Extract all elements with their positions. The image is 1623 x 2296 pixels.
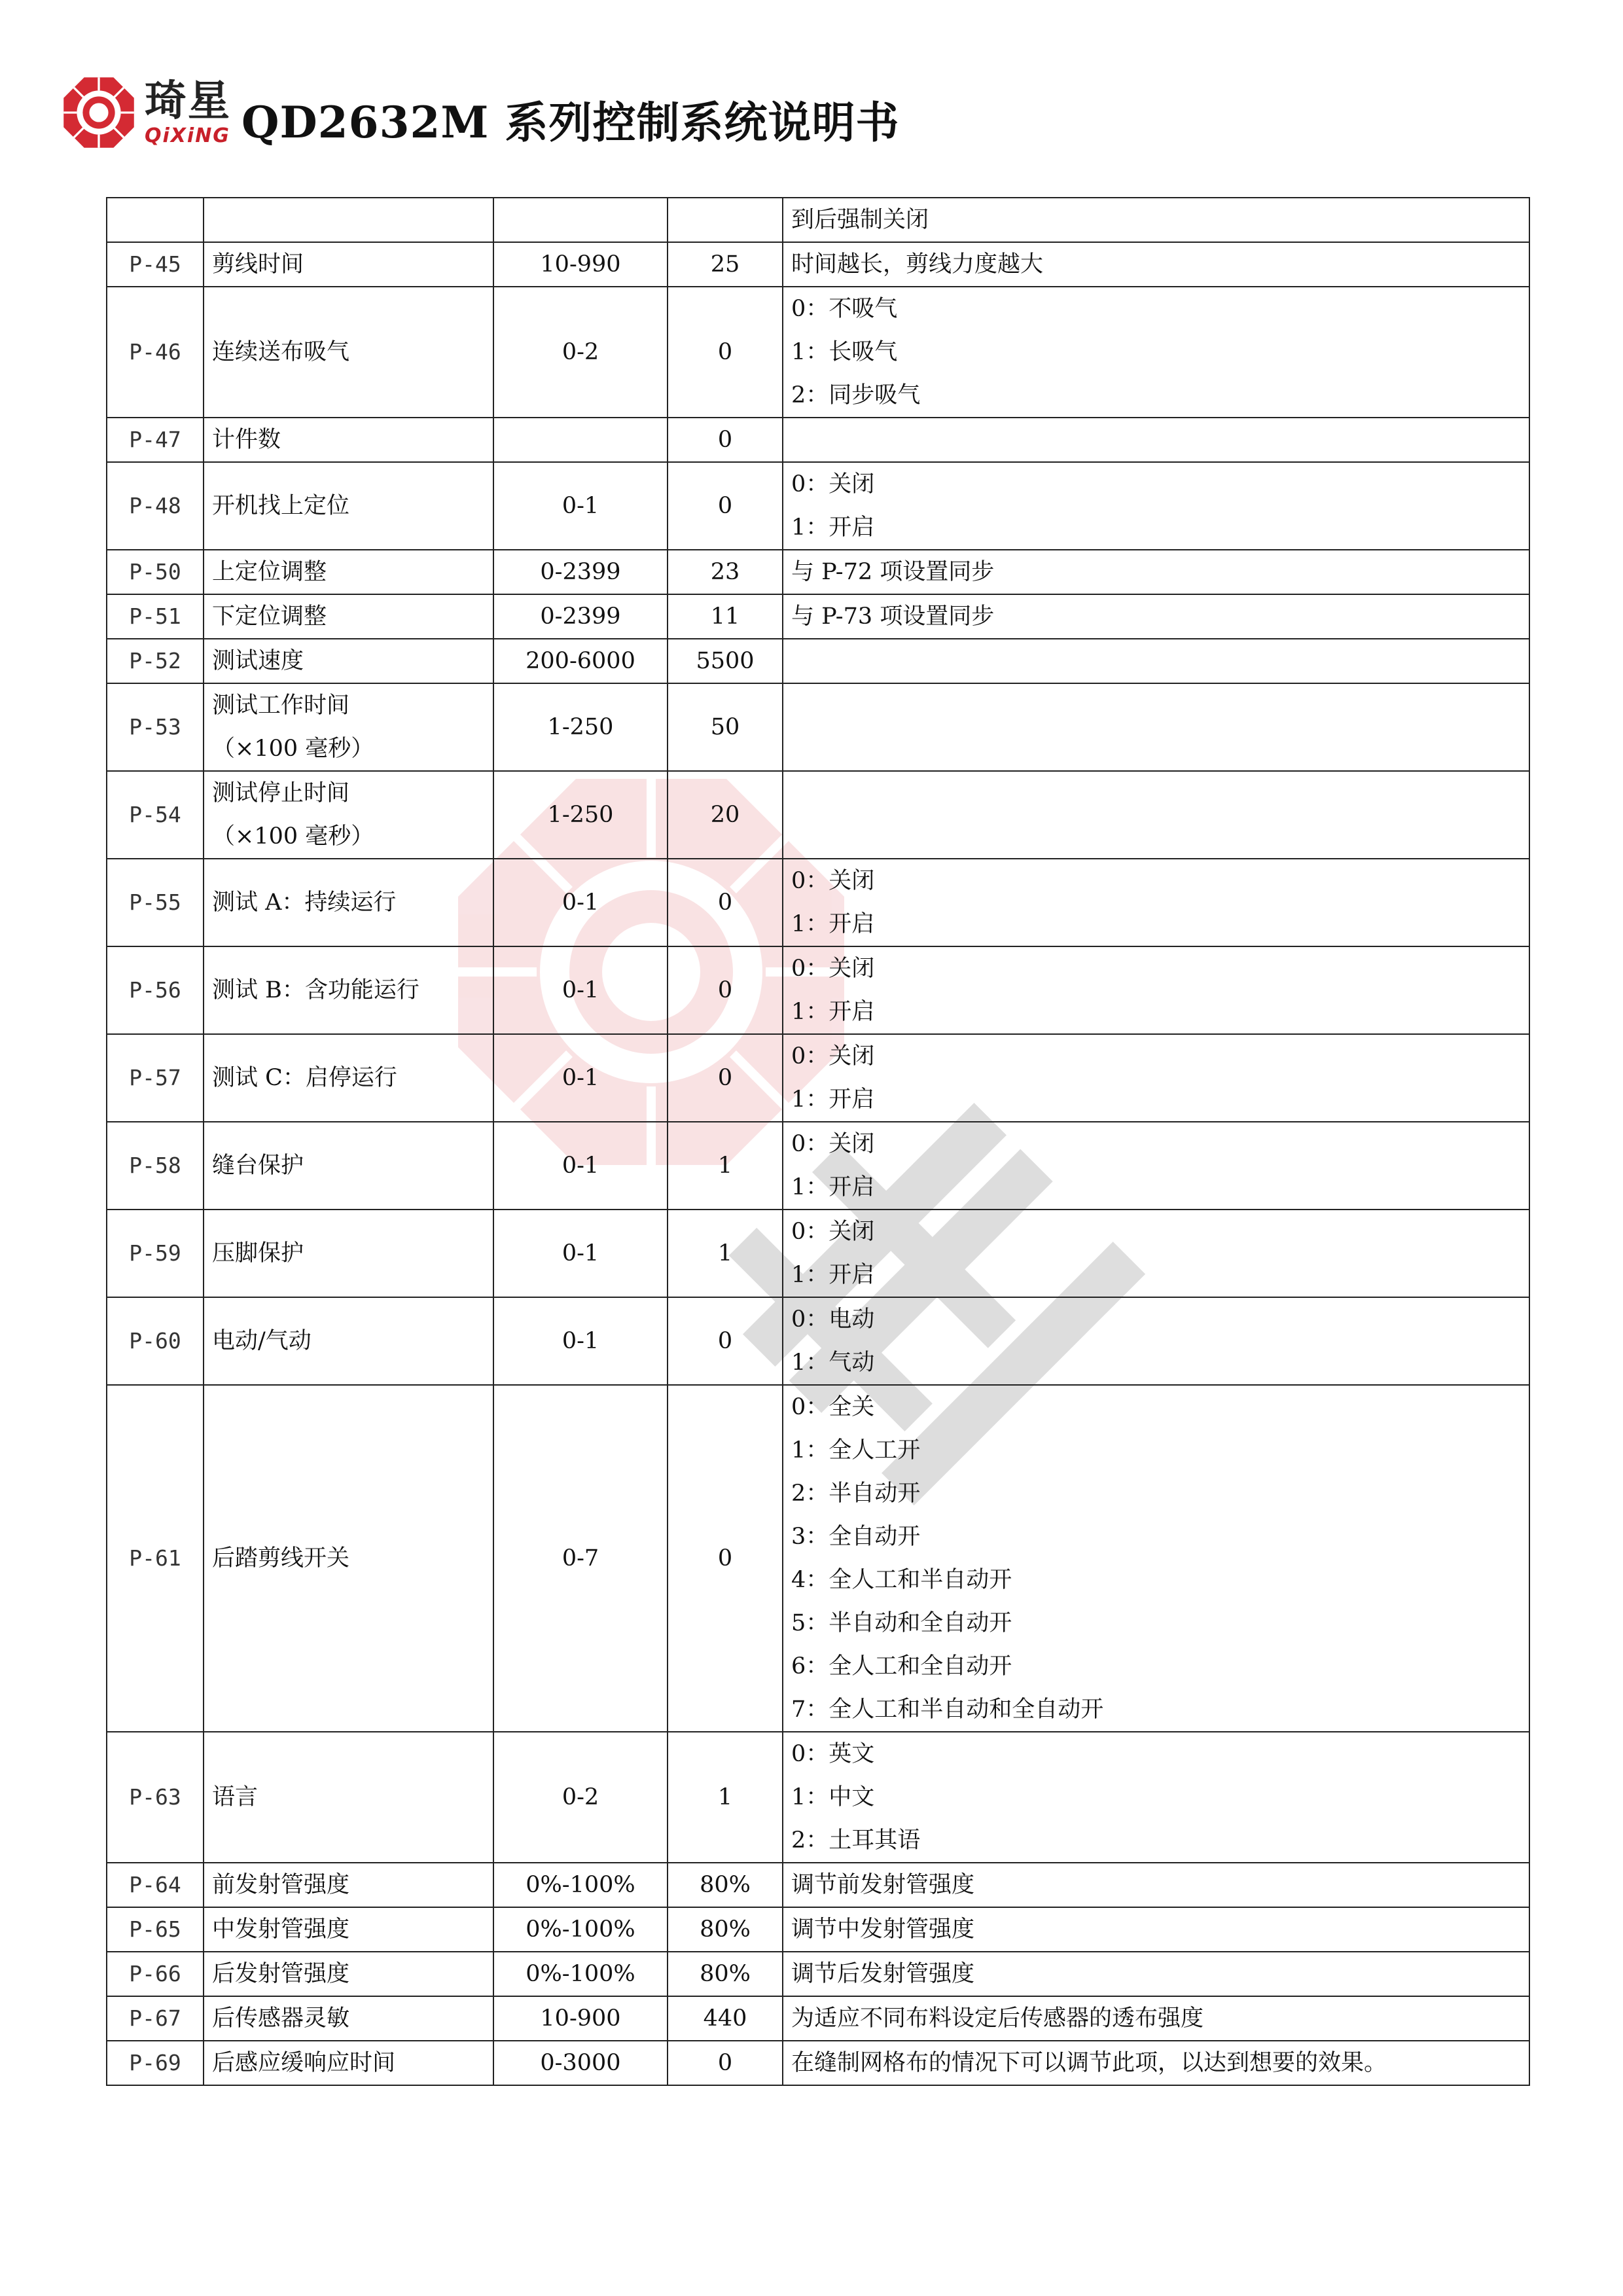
param-desc-cell xyxy=(783,198,1529,242)
param-default-cell: 80% xyxy=(668,1863,783,1907)
table-row xyxy=(107,771,1529,859)
param-desc-cell xyxy=(783,946,1529,1034)
param-range-cell: 0%-100% xyxy=(493,1907,668,1952)
param-desc-line: 与 P-72 项设置同步 xyxy=(791,559,995,585)
param-name-line: 测试速度 xyxy=(212,648,304,674)
param-range-cell: 0-2 xyxy=(493,1732,668,1863)
param-desc-cell xyxy=(783,1732,1529,1863)
param-name-line: 压脚保护 xyxy=(212,1240,304,1266)
table-row xyxy=(107,594,1529,639)
param-default-cell: 80% xyxy=(668,1907,783,1952)
brand-name-cn: 琦星 xyxy=(145,77,231,126)
param-name-line: （×100 毫秒） xyxy=(212,823,374,850)
param-name-line: 测试 C：启停运行 xyxy=(212,1065,397,1091)
param-desc-line: 时间越长，剪线力度越大 xyxy=(791,251,1044,278)
param-name-cell xyxy=(204,1907,493,1952)
param-name-cell xyxy=(204,462,493,550)
param-name-cell xyxy=(204,859,493,946)
param-default-cell: 11 xyxy=(668,594,783,639)
table-row xyxy=(107,639,1529,683)
param-desc-line: 0：关闭 xyxy=(791,956,875,982)
param-code-cell: P-64 xyxy=(107,1863,204,1907)
param-range-cell: 0%-100% xyxy=(493,1952,668,1996)
param-code-cell: P-65 xyxy=(107,1907,204,1952)
param-desc-line: 0：英文 xyxy=(791,1741,875,1767)
page-header xyxy=(62,73,899,152)
param-name-cell xyxy=(204,1385,493,1732)
document-title: QD2632M 系列控制系统说明书 xyxy=(241,96,900,148)
param-desc-cell xyxy=(783,1034,1529,1122)
param-code-cell: P-61 xyxy=(107,1385,204,1732)
param-name-line: 语言 xyxy=(212,1784,259,1810)
param-range-cell: 0-1 xyxy=(493,462,668,550)
table-row xyxy=(107,550,1529,594)
param-code-cell: P-57 xyxy=(107,1034,204,1122)
table-row xyxy=(107,2041,1529,2085)
param-desc-line: 0：全关 xyxy=(791,1394,875,1420)
param-desc-line xyxy=(791,684,1521,727)
table-row xyxy=(107,1297,1529,1385)
param-default-cell: 0 xyxy=(668,1385,783,1732)
param-desc-line: 为适应不同布料设定后传感器的透布强度 xyxy=(791,2005,1204,2032)
param-name-line: 连续送布吸气 xyxy=(212,339,350,365)
param-desc-line xyxy=(791,418,1521,461)
param-desc-line: 1：长吸气 xyxy=(791,339,898,365)
param-name-cell xyxy=(204,1297,493,1385)
param-code-cell: P-59 xyxy=(107,1210,204,1297)
param-desc-line: 5：半自动和全自动开 xyxy=(791,1610,1012,1636)
param-name-line: 后发射管强度 xyxy=(212,1961,350,1987)
param-code-cell: P-50 xyxy=(107,550,204,594)
param-name-line: 后传感器灵敏 xyxy=(212,2005,350,2032)
param-code-cell: P-47 xyxy=(107,418,204,462)
param-range-cell: 0-2399 xyxy=(493,594,668,639)
param-desc-line: 0：关闭 xyxy=(791,1219,875,1245)
table-row xyxy=(107,1996,1529,2041)
param-name-line: 前发射管强度 xyxy=(212,1872,350,1898)
param-desc-line: 1：开启 xyxy=(791,999,875,1025)
table-row xyxy=(107,683,1529,771)
param-name-line: 剪线时间 xyxy=(212,251,304,278)
param-desc-cell xyxy=(783,639,1529,683)
param-desc-cell xyxy=(783,1952,1529,1996)
param-name-line: 测试停止时间 xyxy=(212,780,350,806)
param-default-cell: 0 xyxy=(668,462,783,550)
param-desc-line: 3：全自动开 xyxy=(791,1524,921,1550)
param-desc-line: 1：中文 xyxy=(791,1784,875,1810)
param-default-cell: 1 xyxy=(668,1210,783,1297)
param-desc-line: 与 P-73 项设置同步 xyxy=(791,603,995,630)
param-name-line: 测试工作时间 xyxy=(212,692,350,719)
param-desc-line: 0：关闭 xyxy=(791,1043,875,1069)
param-desc-cell xyxy=(783,287,1529,418)
table-row xyxy=(107,1907,1529,1952)
param-desc-line: 1：开启 xyxy=(791,1086,875,1113)
param-name-cell xyxy=(204,1210,493,1297)
param-name-line: 缝台保护 xyxy=(212,1153,304,1179)
param-name-cell xyxy=(204,1996,493,2041)
param-default-cell: 1 xyxy=(668,1732,783,1863)
param-desc-line xyxy=(791,727,1521,770)
param-code-cell: P-52 xyxy=(107,639,204,683)
param-name-cell xyxy=(204,1952,493,1996)
param-range-cell: 0-1 xyxy=(493,1297,668,1385)
param-desc-line: 1：开启 xyxy=(791,911,875,937)
qixing-logo-icon xyxy=(62,76,135,149)
param-desc-line: 在缝制网格布的情况下可以调节此项，以达到想要的效果。 xyxy=(791,2050,1387,2076)
param-desc-line: 0：关闭 xyxy=(791,1131,875,1157)
param-desc-line xyxy=(791,815,1521,858)
param-desc-line: 6：全人工和全自动开 xyxy=(791,1653,1012,1679)
param-name-line: 后感应缓响应时间 xyxy=(212,2050,396,2076)
param-default-cell: 0 xyxy=(668,418,783,462)
table-row xyxy=(107,1385,1529,1732)
table-row xyxy=(107,1863,1529,1907)
param-range-cell: 0-1 xyxy=(493,1210,668,1297)
param-range-cell: 0-3000 xyxy=(493,2041,668,2085)
param-name-cell xyxy=(204,771,493,859)
param-range-cell: 10-900 xyxy=(493,1996,668,2041)
param-name-cell xyxy=(204,1863,493,1907)
param-desc-cell xyxy=(783,594,1529,639)
param-desc-line: 0：电动 xyxy=(791,1306,875,1333)
param-name-line: （×100 毫秒） xyxy=(212,736,374,762)
param-desc-line: 1：开启 xyxy=(791,514,875,541)
param-code-cell: P-67 xyxy=(107,1996,204,2041)
param-desc-cell xyxy=(783,1122,1529,1210)
param-default-cell: 23 xyxy=(668,550,783,594)
param-desc-line: 调节前发射管强度 xyxy=(791,1872,975,1898)
param-desc-line: 0：不吸气 xyxy=(791,296,898,322)
param-code-cell: P-63 xyxy=(107,1732,204,1863)
param-code-cell: P-48 xyxy=(107,462,204,550)
param-code-cell: P-45 xyxy=(107,242,204,287)
param-desc-line: 0：关闭 xyxy=(791,868,875,894)
param-code-cell: P-54 xyxy=(107,771,204,859)
param-desc-line: 4：全人工和半自动开 xyxy=(791,1567,1012,1593)
param-desc-cell xyxy=(783,550,1529,594)
param-default-cell: 80% xyxy=(668,1952,783,1996)
param-desc-line: 1：全人工开 xyxy=(791,1437,921,1463)
param-name-cell xyxy=(204,242,493,287)
param-desc-cell xyxy=(783,1907,1529,1952)
param-code-cell: P-51 xyxy=(107,594,204,639)
param-name-line: 测试 B：含功能运行 xyxy=(212,977,419,1003)
param-name-line: 下定位调整 xyxy=(212,603,327,630)
param-default-cell: 0 xyxy=(668,1297,783,1385)
param-desc-cell xyxy=(783,1385,1529,1732)
parameter-table-body xyxy=(107,198,1529,2085)
param-code-cell: P-66 xyxy=(107,1952,204,1996)
table-row xyxy=(107,462,1529,550)
param-name-cell xyxy=(204,287,493,418)
param-name-line: 中发射管强度 xyxy=(212,1916,350,1943)
table-row xyxy=(107,418,1529,462)
param-range-cell: 0-1 xyxy=(493,946,668,1034)
param-range-cell xyxy=(493,198,668,242)
param-name-cell xyxy=(204,1034,493,1122)
param-default-cell: 1 xyxy=(668,1122,783,1210)
param-code-cell: P-60 xyxy=(107,1297,204,1385)
param-default-cell: 440 xyxy=(668,1996,783,2041)
param-default-cell: 0 xyxy=(668,946,783,1034)
param-default-cell: 0 xyxy=(668,1034,783,1122)
param-desc-line: 1：开启 xyxy=(791,1174,875,1200)
parameter-table xyxy=(106,197,1530,2086)
param-desc-cell xyxy=(783,683,1529,771)
param-name-cell xyxy=(204,1122,493,1210)
param-default-cell: 0 xyxy=(668,2041,783,2085)
param-range-cell: 0-7 xyxy=(493,1385,668,1732)
param-range-cell xyxy=(493,418,668,462)
param-desc-line: 1：气动 xyxy=(791,1350,875,1376)
param-name-cell xyxy=(204,418,493,462)
table-row xyxy=(107,242,1529,287)
param-name-cell xyxy=(204,639,493,683)
param-default-cell: 25 xyxy=(668,242,783,287)
param-desc-line: 1：开启 xyxy=(791,1262,875,1288)
param-code-cell: P-55 xyxy=(107,859,204,946)
param-desc-cell xyxy=(783,1863,1529,1907)
param-desc-cell xyxy=(783,1210,1529,1297)
table-row xyxy=(107,859,1529,946)
param-desc-line xyxy=(791,772,1521,815)
table-row xyxy=(107,287,1529,418)
table-row xyxy=(107,1034,1529,1122)
param-desc-cell xyxy=(783,418,1529,462)
param-default-cell xyxy=(668,198,783,242)
param-range-cell: 200-6000 xyxy=(493,639,668,683)
param-range-cell: 0-1 xyxy=(493,1034,668,1122)
param-desc-line xyxy=(791,639,1521,683)
param-desc-cell xyxy=(783,2041,1529,2085)
param-range-cell: 10-990 xyxy=(493,242,668,287)
param-name-line: 电动/气动 xyxy=(212,1328,312,1354)
brand-block xyxy=(145,78,231,147)
param-code-cell: P-69 xyxy=(107,2041,204,2085)
param-desc-line: 2：同步吸气 xyxy=(791,382,921,408)
param-desc-line: 到后强制关闭 xyxy=(791,207,929,233)
param-range-cell: 1-250 xyxy=(493,683,668,771)
param-code-cell: P-56 xyxy=(107,946,204,1034)
param-default-cell: 20 xyxy=(668,771,783,859)
param-code-cell: P-58 xyxy=(107,1122,204,1210)
param-name-line: 后踏剪线开关 xyxy=(212,1545,350,1571)
param-desc-cell xyxy=(783,242,1529,287)
param-desc-line: 7：全人工和半自动和全自动开 xyxy=(791,1696,1104,1723)
param-desc-line: 2：半自动开 xyxy=(791,1480,921,1507)
param-range-cell: 0%-100% xyxy=(493,1863,668,1907)
param-name-line: 测试 A：持续运行 xyxy=(212,889,397,916)
table-row xyxy=(107,1952,1529,1996)
param-name-cell xyxy=(204,594,493,639)
param-desc-line: 调节中发射管强度 xyxy=(791,1916,975,1943)
param-name-cell xyxy=(204,550,493,594)
param-default-cell: 0 xyxy=(668,859,783,946)
param-name-cell xyxy=(204,2041,493,2085)
table-row xyxy=(107,1210,1529,1297)
param-range-cell: 0-2399 xyxy=(493,550,668,594)
brand-name-en: QiXiNG xyxy=(145,124,230,147)
param-name-line: 开机找上定位 xyxy=(212,493,350,519)
param-desc-cell xyxy=(783,462,1529,550)
param-range-cell: 0-1 xyxy=(493,859,668,946)
param-name-line: 计件数 xyxy=(212,427,281,453)
param-name-cell xyxy=(204,946,493,1034)
param-desc-cell xyxy=(783,859,1529,946)
param-default-cell: 50 xyxy=(668,683,783,771)
param-range-cell: 1-250 xyxy=(493,771,668,859)
param-desc-line: 2：土耳其语 xyxy=(791,1827,921,1854)
table-row xyxy=(107,946,1529,1034)
param-default-cell: 5500 xyxy=(668,639,783,683)
param-name-line: 上定位调整 xyxy=(212,559,327,585)
param-name-cell xyxy=(204,198,493,242)
param-code-cell: P-46 xyxy=(107,287,204,418)
param-desc-line: 0：关闭 xyxy=(791,471,875,497)
param-desc-cell xyxy=(783,1297,1529,1385)
param-range-cell: 0-1 xyxy=(493,1122,668,1210)
param-name-cell xyxy=(204,683,493,771)
param-name-cell xyxy=(204,1732,493,1863)
param-code-cell: P-53 xyxy=(107,683,204,771)
param-desc-line: 调节后发射管强度 xyxy=(791,1961,975,1987)
table-row xyxy=(107,1122,1529,1210)
table-row xyxy=(107,1732,1529,1863)
param-desc-cell xyxy=(783,1996,1529,2041)
param-default-cell: 0 xyxy=(668,287,783,418)
param-range-cell: 0-2 xyxy=(493,287,668,418)
table-row xyxy=(107,198,1529,242)
param-desc-cell xyxy=(783,771,1529,859)
param-code-cell xyxy=(107,198,204,242)
